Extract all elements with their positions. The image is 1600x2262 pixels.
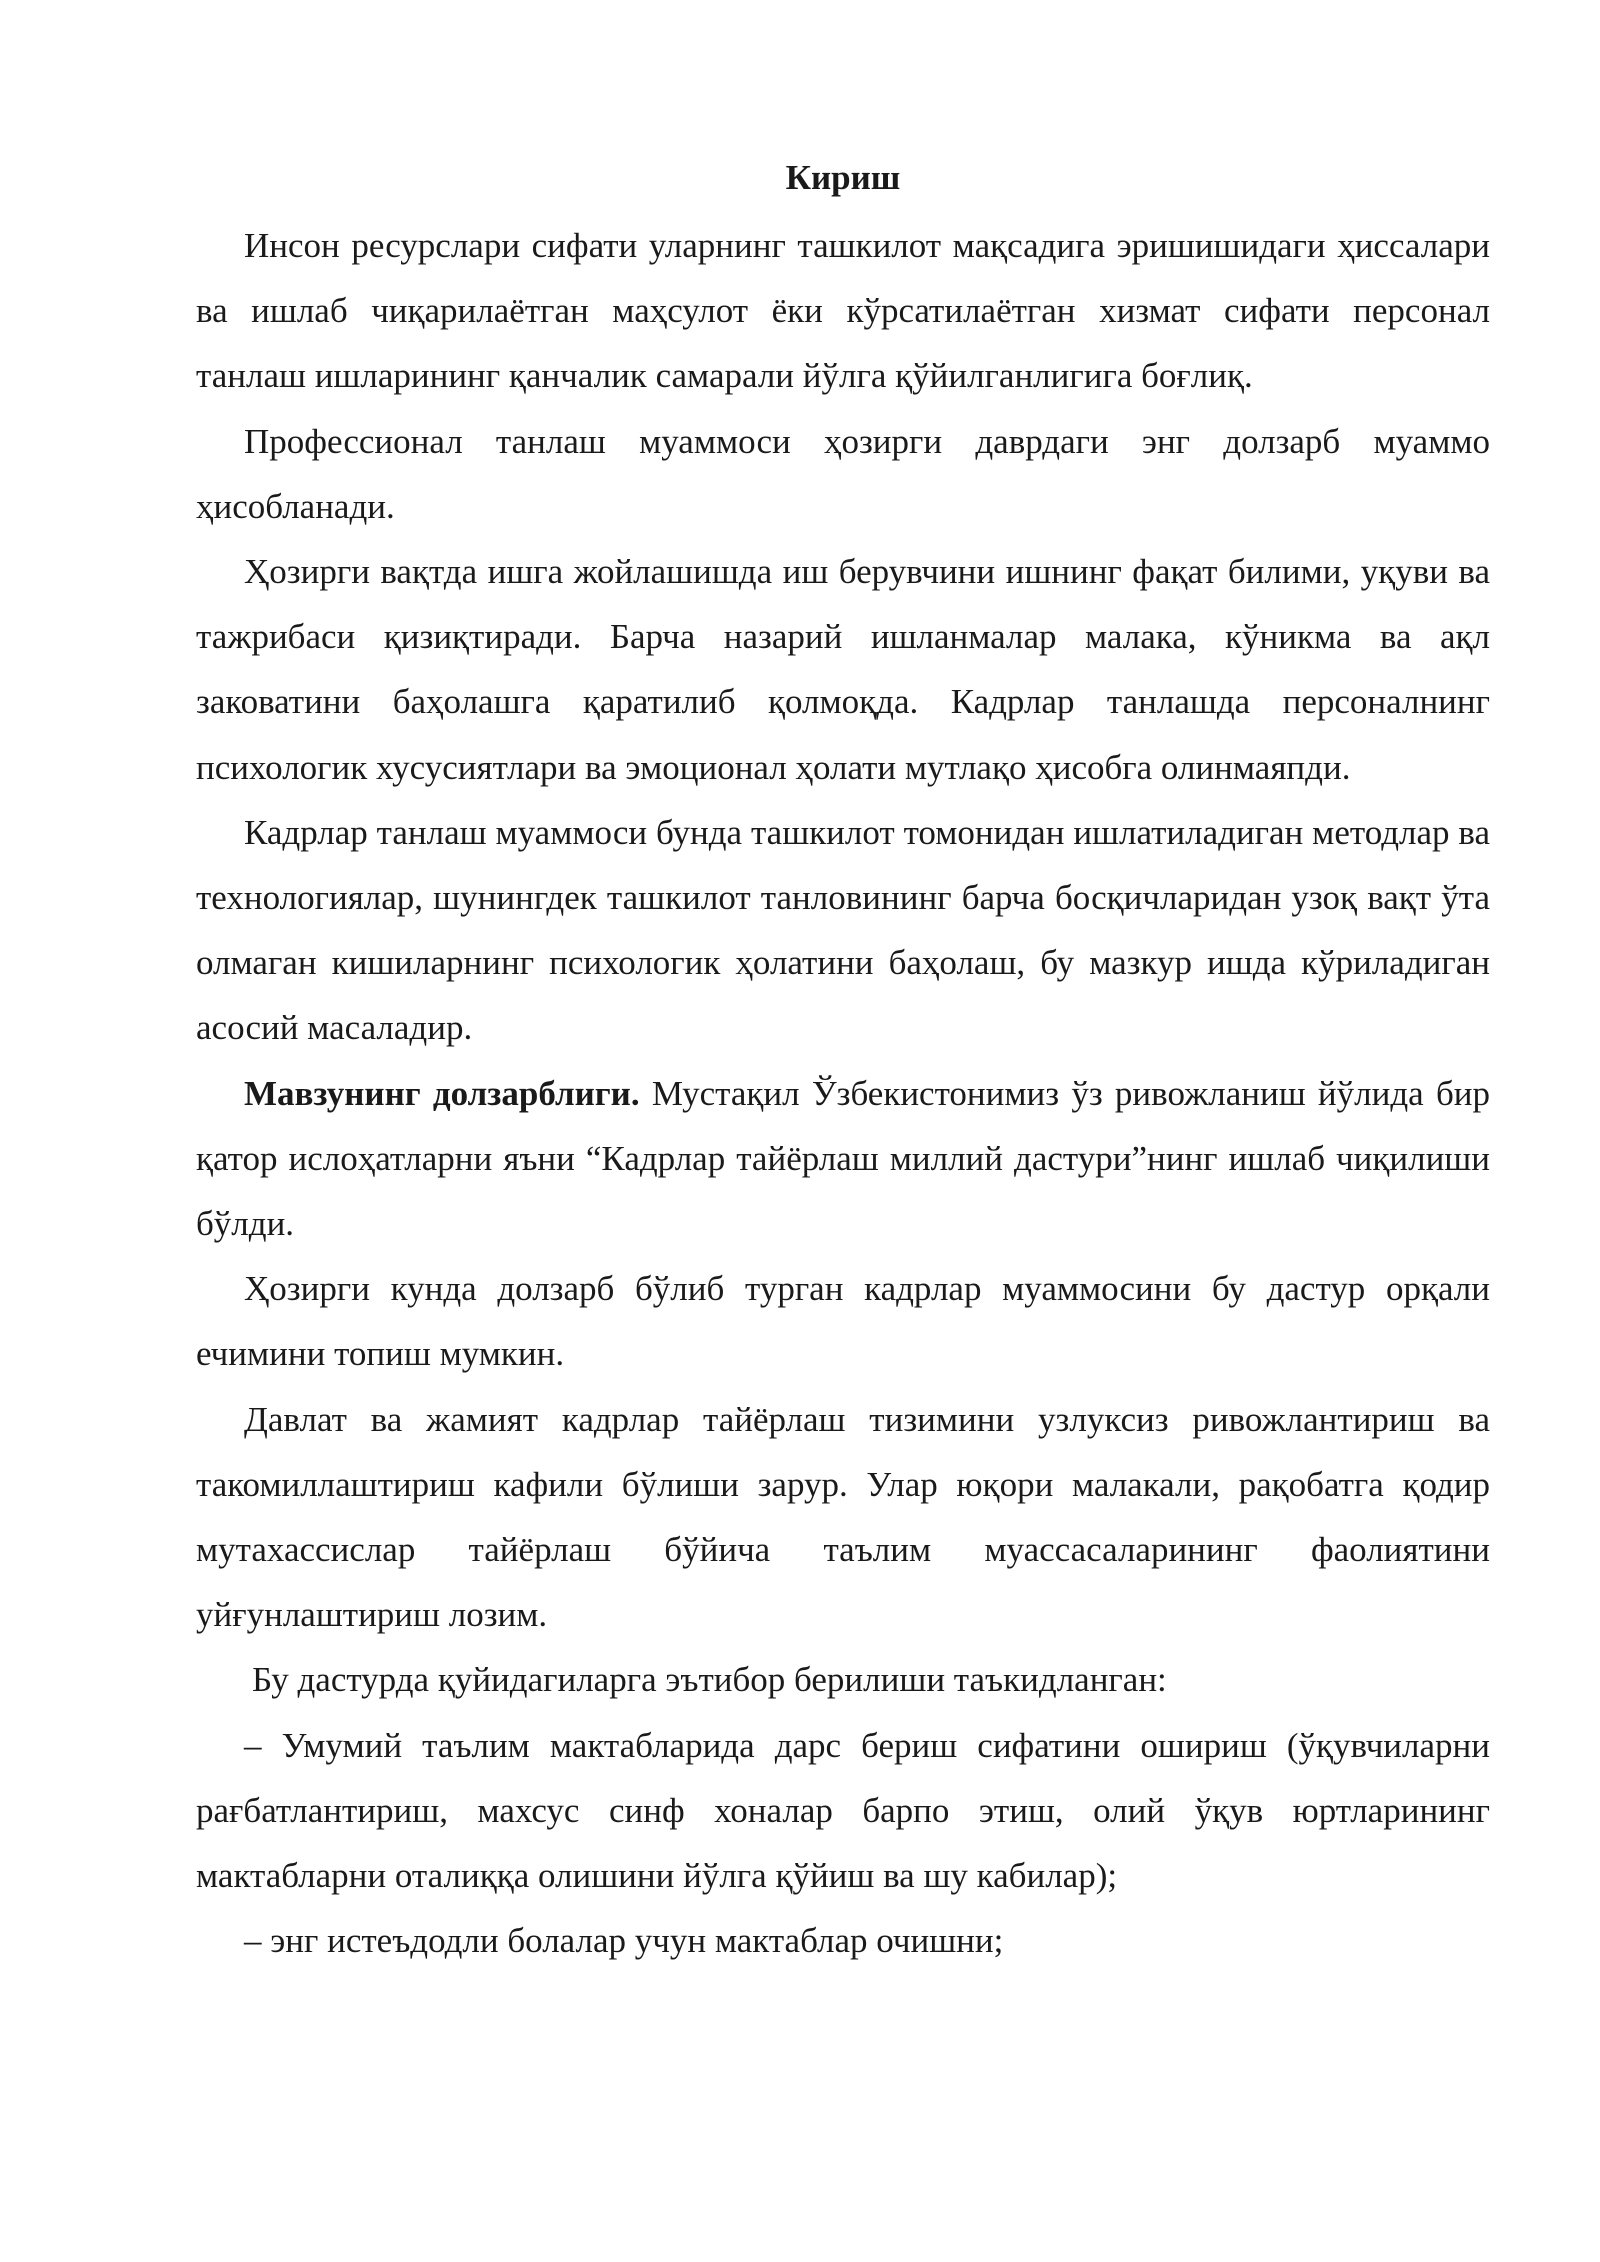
paragraph-relevance bbox=[196, 1061, 1490, 1257]
paragraph-state-society: Давлат ва жамият кадрлар тайёрлаш тизимини узлуксиз ривожлантириш ва такомиллаштириш кафили бўлиши зарур. Улар юқори малакали, рақобатга қодир мутахассислар тайёрлаш бўйича таълим муассасаларининг фаолиятини уйғунлаштириш лозим. bbox=[196, 1399, 1490, 1635]
list-item-general-schools: – Умумий таълим мактабларида дарс бериш сифатини ошириш (ўқувчиларни рағбатлантириш, махсус синф хоналар барпо этиш, олий ўқув юртларининг мактабларни оталиққа олишини йўлга қўйиш ва шу кабилар); bbox=[196, 1725, 1490, 1896]
paragraph-human-resources: Инсон ресурслари сифати уларнинг ташкилот мақсадига эришишидаги ҳиссалари ва ишлаб чиқарилаётган маҳсулот ёки кўрсатилаётган хизмат сифати персонал танлаш ишларининг қанчалик самарали йўлга қўйилганлигига боғлиқ. bbox=[196, 226, 1490, 396]
paragraph-employment: Ҳозирги вақтда ишга жойлашишда иш берувчини ишнинг фақат билими, уқуви ва тажрибаси қизиқтиради. Барча назарий ишланмалар малака, кўникма ва ақл заковатини баҳолашга қаратилиб қолмоқда. Кадрлар танлашда персоналнинг психологик хусусиятлари ва эмоционал ҳолати мутлақо ҳисобга олинмаяпди. bbox=[196, 552, 1490, 787]
paragraph-current-problem: Ҳозирги кунда долзарб бўлиб турган кадрлар муаммосини бу дастур орқали ечимини топиш мумкин. bbox=[196, 1269, 1490, 1374]
relevance-heading: Мавзунинг долзарблиги. bbox=[244, 1073, 640, 1113]
paragraph-program-intro: Бу дастурда қуйидагиларга эътибор берилиши таъкидланган: bbox=[252, 1660, 1167, 1700]
list-item-gifted-schools: – энг истеъдодли болалар учун мактаблар очишни; bbox=[244, 1921, 1004, 1961]
relevance-text: Мустақил Ўзбекистонимиз ўз ривожланиш йўлида бир қатор ислоҳатларни яъни “Кадрлар тайёрлаш миллий дастури”нинг ишлаб чиқилиши бўлди. bbox=[196, 1073, 1491, 1244]
document-title: Кириш bbox=[785, 158, 901, 197]
paragraph-personnel-selection: Кадрлар танлаш муаммоси бунда ташкилот томонидан ишлатиладиган методлар ва технологиялар, шунингдек ташкилот танловининг барча босқичларидан узоқ вақт ўта олмаган кишиларнинг психологик ҳолатини баҳолаш, бу мазкур ишда кўриладиган асосий масаладир. bbox=[196, 812, 1490, 1048]
document-page bbox=[196, 148, 1490, 1973]
paragraph-professional-selection: Профессионал танлаш муаммоси ҳозирги даврдаги энг долзарб муаммо ҳисобланади. bbox=[196, 421, 1490, 526]
